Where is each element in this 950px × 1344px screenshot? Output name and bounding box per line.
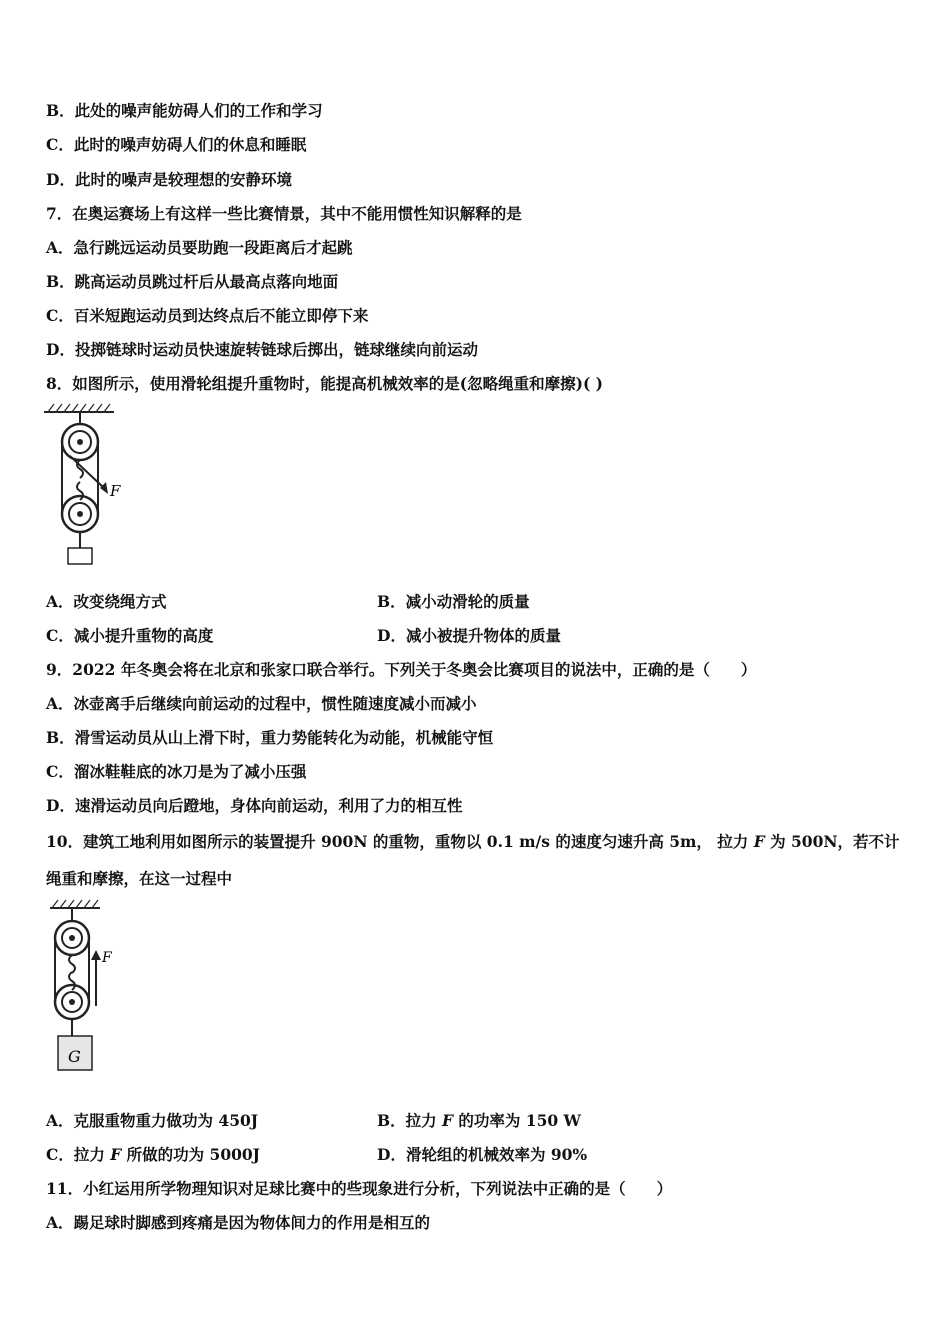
q10-force-label: F — [102, 950, 112, 966]
q10-option-a: A．克服重物重力做功为 450J — [46, 1111, 259, 1130]
q8-option-c: C．减小提升重物的高度 — [46, 626, 214, 645]
q8-option-d: D．减小被提升物体的质量 — [377, 626, 561, 645]
q6-option-d: D．此时的噪声是较理想的安静环境 — [46, 170, 292, 189]
q10-option-b-text-a: B．拉力 — [377, 1111, 442, 1130]
q10-stem-var: F — [753, 832, 765, 851]
q10-option-b — [377, 1111, 581, 1131]
q10-stem-line1 — [46, 832, 900, 852]
q8-force-label: F — [110, 482, 121, 500]
q10-option-b-var: F — [442, 1111, 454, 1130]
q10-option-d: D．滑轮组的机械效率为 90% — [377, 1145, 588, 1164]
q10-stem-text-b: 为 500N，若不计 — [764, 832, 900, 851]
q9-option-c: C．溜冰鞋鞋底的冰刀是为了减小压强 — [46, 762, 307, 781]
q10-option-c — [46, 1145, 260, 1165]
q7-option-b: B．跳高运动员跳过杆后从最高点落向地面 — [46, 272, 339, 291]
q9-option-d: D．速滑运动员向后蹬地，身体向前运动，利用了力的相互性 — [46, 796, 463, 815]
q8-option-a: A．改变绕绳方式 — [46, 592, 167, 611]
q8-option-b: B．减小动滑轮的质量 — [377, 592, 530, 611]
q10-option-c-text-b: 所做的功为 5000J — [121, 1145, 261, 1164]
q6-option-b: B．此处的噪声能妨碍人们的工作和学习 — [46, 101, 323, 120]
q8-pulley-figure — [40, 402, 140, 572]
q7-option-d: D．投掷链球时运动员快速旋转链球后掷出，链球继续向前运动 — [46, 340, 478, 359]
q7-option-c: C．百米短跑运动员到达终点后不能立即停下来 — [46, 306, 369, 325]
q11-stem: 11．小红运用所学物理知识对足球比赛中的些现象进行分析，下列说法中正确的是（ ） — [46, 1179, 673, 1198]
q8-stem: 8．如图所示，使用滑轮组提升重物时，能提高机械效率的是(忽略绳重和摩擦)( ) — [46, 374, 604, 393]
q10-option-b-text-b: 的功率为 150 W — [453, 1111, 581, 1130]
q10-stem-text-a: 10．建筑工地利用如图所示的装置提升 900N 的重物，重物以 0.1 m/s 的速度匀速升高 5m， 拉力 — [46, 832, 754, 851]
q7-option-a: A．急行跳远运动员要助跑一段距离后才起跳 — [46, 238, 353, 257]
q10-pulley-figure — [44, 898, 134, 1076]
q10-stem-line2: 绳重和摩擦，在这一过程中 — [46, 869, 233, 888]
q7-stem: 7．在奥运赛场上有这样一些比赛情景，其中不能用惯性知识解释的是 — [46, 204, 522, 223]
q9-option-b: B．滑雪运动员从山上滑下时，重力势能转化为动能，机械能守恒 — [46, 728, 494, 747]
q9-stem: 9．2022 年冬奥会将在北京和张家口联合举行。下列关于冬奥会比赛项目的说法中，正确的是（ ） — [46, 660, 757, 679]
q10-weight-label: G — [68, 1047, 81, 1066]
q10-option-c-text-a: C．拉力 — [46, 1145, 111, 1164]
q11-option-a: A．踢足球时脚感到疼痛是因为物体间力的作用是相互的 — [46, 1213, 431, 1232]
q9-option-a: A．冰壶离手后继续向前运动的过程中，惯性随速度减小而减小 — [46, 694, 477, 713]
q6-option-c: C．此时的噪声妨碍人们的休息和睡眠 — [46, 135, 307, 154]
q10-option-c-var: F — [110, 1145, 122, 1164]
